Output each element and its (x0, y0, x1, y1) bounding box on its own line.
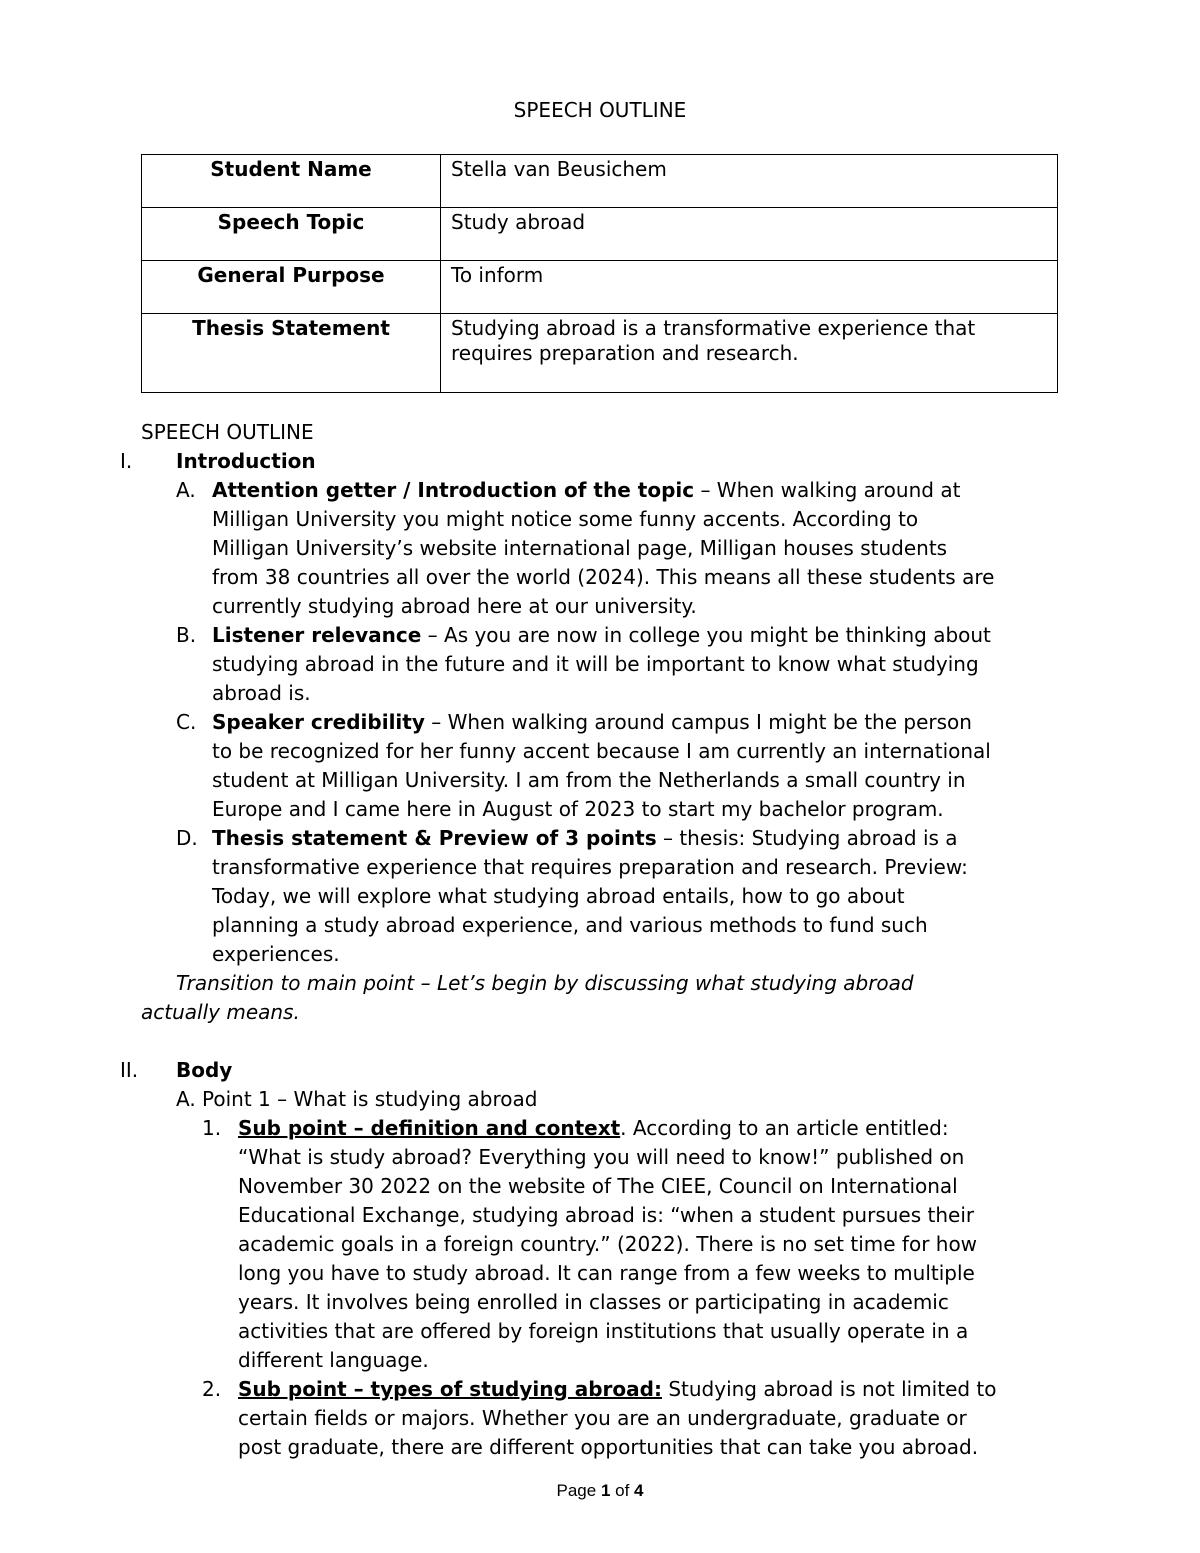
table-label-cell: Speech Topic (142, 208, 441, 261)
item-text: – When walking around at (694, 478, 961, 502)
table-value-cell: Studying abroad is a transformative experience that requires preparation and research. (441, 314, 1058, 393)
item-line: student at Milligan University. I am from the Netherlands a small country in (212, 768, 966, 792)
outline-numeral: II. (120, 1058, 139, 1082)
item-letter: A. (176, 478, 196, 502)
item-line: transformative experience that requires preparation and research. Preview: (212, 855, 968, 879)
item-letter: B. (176, 623, 197, 647)
item-first-line (212, 621, 991, 650)
sub-point-line: “What is study abroad? Everything you will need to know!” published on (238, 1145, 965, 1169)
item-line: Europe and I came here in August of 2023 to start my bachelor program. (212, 797, 944, 821)
table-label-cell: General Purpose (142, 261, 441, 314)
item-first-line (212, 708, 972, 737)
table-row (142, 261, 1058, 314)
page-of-label: of (610, 1481, 635, 1500)
outline-heading: SPEECH OUTLINE (141, 420, 314, 444)
sub-point-text: . According to an article entitled: (620, 1116, 949, 1140)
item-text: – thesis: Studying abroad is a (656, 826, 958, 850)
page-total: 4 (634, 1481, 644, 1500)
item-line: Today, we will explore what studying abroad entails, how to go about (212, 884, 905, 908)
sub-point-line: certain fields or majors. Whether you are an undergraduate, graduate or (238, 1406, 967, 1430)
sub-point-line: academic goals in a foreign country.” (2022). There is no set time for how (238, 1232, 978, 1256)
table-row (142, 208, 1058, 261)
item-title: Listener relevance (212, 623, 422, 647)
item-line: abroad is. (212, 681, 311, 705)
page-label: Page (556, 1481, 601, 1500)
document-title: SPEECH OUTLINE (513, 98, 687, 122)
table-label-cell: Student Name (142, 155, 441, 208)
sub-point-line: different language. (238, 1348, 429, 1372)
item-line: currently studying abroad here at our university. (212, 594, 697, 618)
sub-point-title: Sub point – definition and context (238, 1116, 621, 1140)
sub-point-line: years. It involves being enrolled in classes or participating in academic (238, 1290, 949, 1314)
page-number: 1 (600, 1481, 611, 1500)
item-text: – As you are now in college you might be thinking about (421, 623, 991, 647)
sub-point-number: 2. (202, 1377, 222, 1401)
speech-info-table (141, 154, 1058, 393)
outline-numeral: I. (120, 449, 133, 473)
table-value-cell: Stella van Beusichem (441, 155, 1058, 208)
table-row (142, 314, 1058, 393)
page-footer (0, 1476, 1200, 1505)
transition-text: Transition to main point – Let’s begin by discussing what studying abroad (176, 971, 914, 995)
sub-point-line: November 30 2022 on the website of The CIEE, Council on International (238, 1174, 958, 1198)
item-line: studying abroad in the future and it will be important to know what studying (212, 652, 979, 676)
item-line: planning a study abroad experience, and various methods to fund such (212, 913, 928, 937)
item-line: experiences. (212, 942, 340, 966)
item-title: Thesis statement & Preview of 3 points (212, 826, 657, 850)
item-title: Speaker credibility (212, 710, 425, 734)
transition-text: actually means. (141, 1000, 300, 1024)
sub-point-line: long you have to study abroad. It can range from a few weeks to multiple (238, 1261, 975, 1285)
table-row (142, 155, 1058, 208)
table-value-cell: Study abroad (441, 208, 1058, 261)
sub-point-line: activities that are offered by foreign institutions that usually operate in a (238, 1319, 969, 1343)
item-letter: C. (176, 710, 197, 734)
item-line: to be recognized for her funny accent because I am currently an international (212, 739, 991, 763)
item-line: from 38 countries all over the world (2024). This means all these students are (212, 565, 995, 589)
sub-point-text: Studying abroad is not limited to (661, 1377, 997, 1401)
sub-point-line: Educational Exchange, studying abroad is: “when a student pursues their (238, 1203, 975, 1227)
sub-point-first-line (238, 1114, 949, 1143)
item-letter: D. (176, 826, 198, 850)
sub-point-title: Sub point – types of studying abroad: (238, 1377, 662, 1401)
sub-point-first-line (238, 1375, 997, 1404)
point-heading: A. Point 1 – What is studying abroad (176, 1087, 538, 1111)
item-first-line (212, 476, 960, 505)
item-text: – When walking around campus I might be the person (424, 710, 972, 734)
item-line: Milligan University you might notice some funny accents. According to (212, 507, 919, 531)
table-value-cell: To inform (441, 261, 1058, 314)
item-first-line (212, 824, 958, 853)
item-title: Attention getter / Introduction of the topic (212, 478, 695, 502)
sub-point-number: 1. (202, 1116, 222, 1140)
table-label-cell: Thesis Statement (142, 314, 441, 393)
item-line: Milligan University’s website international page, Milligan houses students (212, 536, 948, 560)
section-title-body: Body (176, 1058, 233, 1082)
section-title-introduction: Introduction (176, 449, 316, 473)
sub-point-line: post graduate, there are different opportunities that can take you abroad. (238, 1435, 979, 1459)
